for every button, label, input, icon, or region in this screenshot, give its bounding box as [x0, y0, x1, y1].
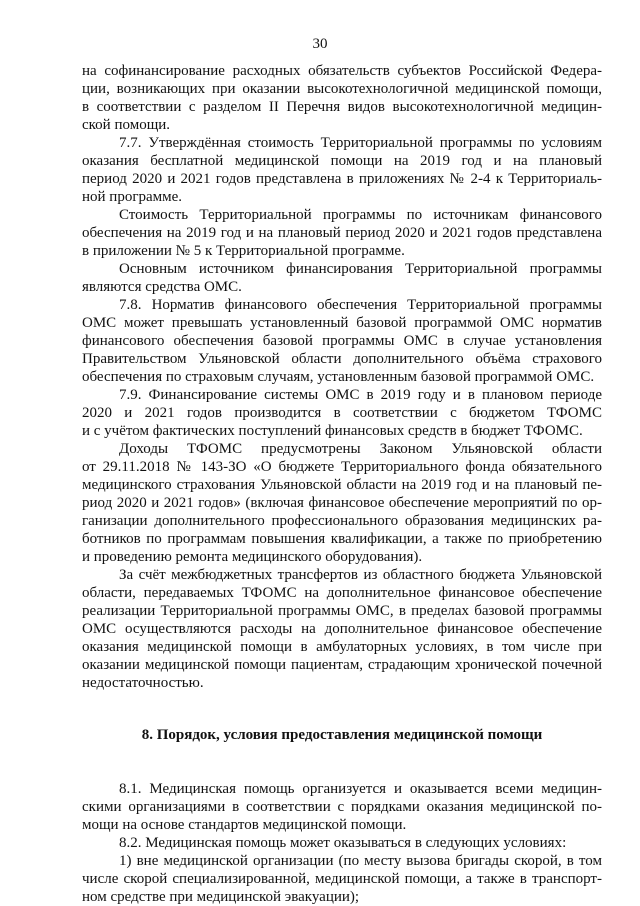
text-line: оказания бесплатной медицинской помощи на 2019 год и на плановый: [82, 153, 602, 169]
text-line: числе скорой специализированной, медицинской помощи, а также в транспорт-: [82, 871, 602, 887]
paragraph: [82, 440, 602, 566]
paragraph: [82, 834, 602, 852]
text-line: ном средстве при медицинской эвакуации);: [82, 889, 360, 905]
paragraph: [82, 260, 602, 296]
text-line: обеспечения по страховым случаям, установленным базовой программой ОМС.: [82, 369, 595, 385]
paragraph: [82, 62, 602, 134]
body-text: [82, 62, 602, 906]
text-line: от 29.11.2018 № 143-ЗО «О бюджете Территориального фонда обязательного: [82, 459, 602, 475]
text-line: ской помощи.: [82, 117, 171, 133]
text-line: 1) вне медицинской организации (по месту вызова бригады скорой, в том: [119, 853, 602, 869]
text-line: ОМС осуществляются расходы на дополнительное финансовое обеспечение: [82, 621, 602, 637]
text-line: обеспечения на 2019 год и на плановый период 2020 и 2021 годов представлена: [82, 225, 602, 241]
text-line: являются средства ОМС.: [82, 279, 242, 295]
section-heading: 8. Порядок, условия предоставления медицинской помощи: [141, 727, 543, 743]
text-line: период 2020 и 2021 годов представлена в приложениях № 2-4 к Территориаль-: [82, 171, 602, 187]
text-line: ганизации дополнительного профессионального образования медицинских ра-: [82, 513, 602, 529]
text-line: реализации Территориальной программы ОМС, в пределах базовой программы: [82, 603, 602, 619]
paragraphs-after-heading: [82, 780, 602, 906]
text-line: 7.9. Финансирование системы ОМС в 2019 году и в плановом периоде: [119, 387, 602, 403]
paragraph: [82, 852, 602, 906]
text-line: Доходы ТФОМС предусмотрены Законом Ульяновской области: [119, 441, 602, 457]
text-line: 2020 и 2021 годов производится в соответствии с бюджетом ТФОМС: [82, 405, 602, 421]
paragraph: [82, 386, 602, 440]
paragraph: [82, 296, 602, 386]
paragraphs-before-heading: [82, 62, 602, 692]
text-line: оказании медицинской помощи пациентам, страдающим хронической почечной: [82, 657, 602, 673]
paragraph: [82, 780, 602, 834]
text-line: ции, возникающих при оказании высокотехнологичной медицинской помощи,: [82, 81, 602, 97]
text-line: финансового обеспечения базовой программы ОМС в случае установления: [82, 333, 602, 349]
text-line: 7.7. Утверждённая стоимость Территориальной программы по условиям: [119, 135, 602, 151]
paragraph: [82, 134, 602, 206]
text-line: оказания медицинской помощи в амбулаторных условиях, в том числе при: [82, 639, 602, 655]
text-line: на софинансирование расходных обязательств субъектов Российской Федера-: [82, 63, 602, 79]
text-line: скими организациями в соответствии с порядками оказания медицинской по-: [82, 799, 602, 815]
text-line: Стоимость Территориальной программы по источникам финансового: [119, 207, 602, 223]
paragraph: [82, 566, 602, 692]
text-line: мощи на основе стандартов медицинской помощи.: [82, 817, 407, 833]
text-line: 8.2. Медицинская помощь может оказываться в следующих условиях:: [119, 835, 567, 851]
text-line: За счёт межбюджетных трансфертов из областного бюджета Ульяновской: [119, 567, 602, 583]
text-line: 7.8. Норматив финансового обеспечения Территориальной программы: [119, 297, 602, 313]
text-line: недостаточностью.: [82, 675, 204, 691]
text-line: ной программе.: [82, 189, 183, 205]
text-line: в соответствии с разделом II Перечня видов высокотехнологичной медицин-: [82, 99, 602, 115]
text-line: в приложении № 5 к Территориальной программе.: [82, 243, 405, 259]
text-line: Основным источником финансирования Территориальной программы: [119, 261, 602, 277]
text-line: области, передаваемых ТФОМС на дополнительное финансовое обеспечение: [82, 585, 602, 601]
paragraph: [82, 206, 602, 260]
text-line: медицинского страхования Ульяновской области на 2019 год и на плановый пе-: [82, 477, 602, 493]
text-line: ботников по программам повышения квалификации, а также по приобретению: [82, 531, 602, 547]
text-line: риод 2020 и 2021 годов» (включая финансовое обеспечение мероприятий по ор-: [82, 495, 602, 511]
page-number: 30: [312, 36, 328, 52]
text-line: и с учётом фактических поступлений финансовых средств в бюджет ТФОМС.: [82, 423, 583, 439]
text-line: 8.1. Медицинская помощь организуется и оказывается всеми медицин-: [119, 781, 602, 797]
text-line: Правительством Ульяновской области дополнительного объёма страхового: [82, 351, 602, 367]
text-line: ОМС может превышать установленный базовой программой ОМС норматив: [82, 315, 602, 331]
text-line: и проведению ремонта медицинского оборудования).: [82, 549, 423, 565]
